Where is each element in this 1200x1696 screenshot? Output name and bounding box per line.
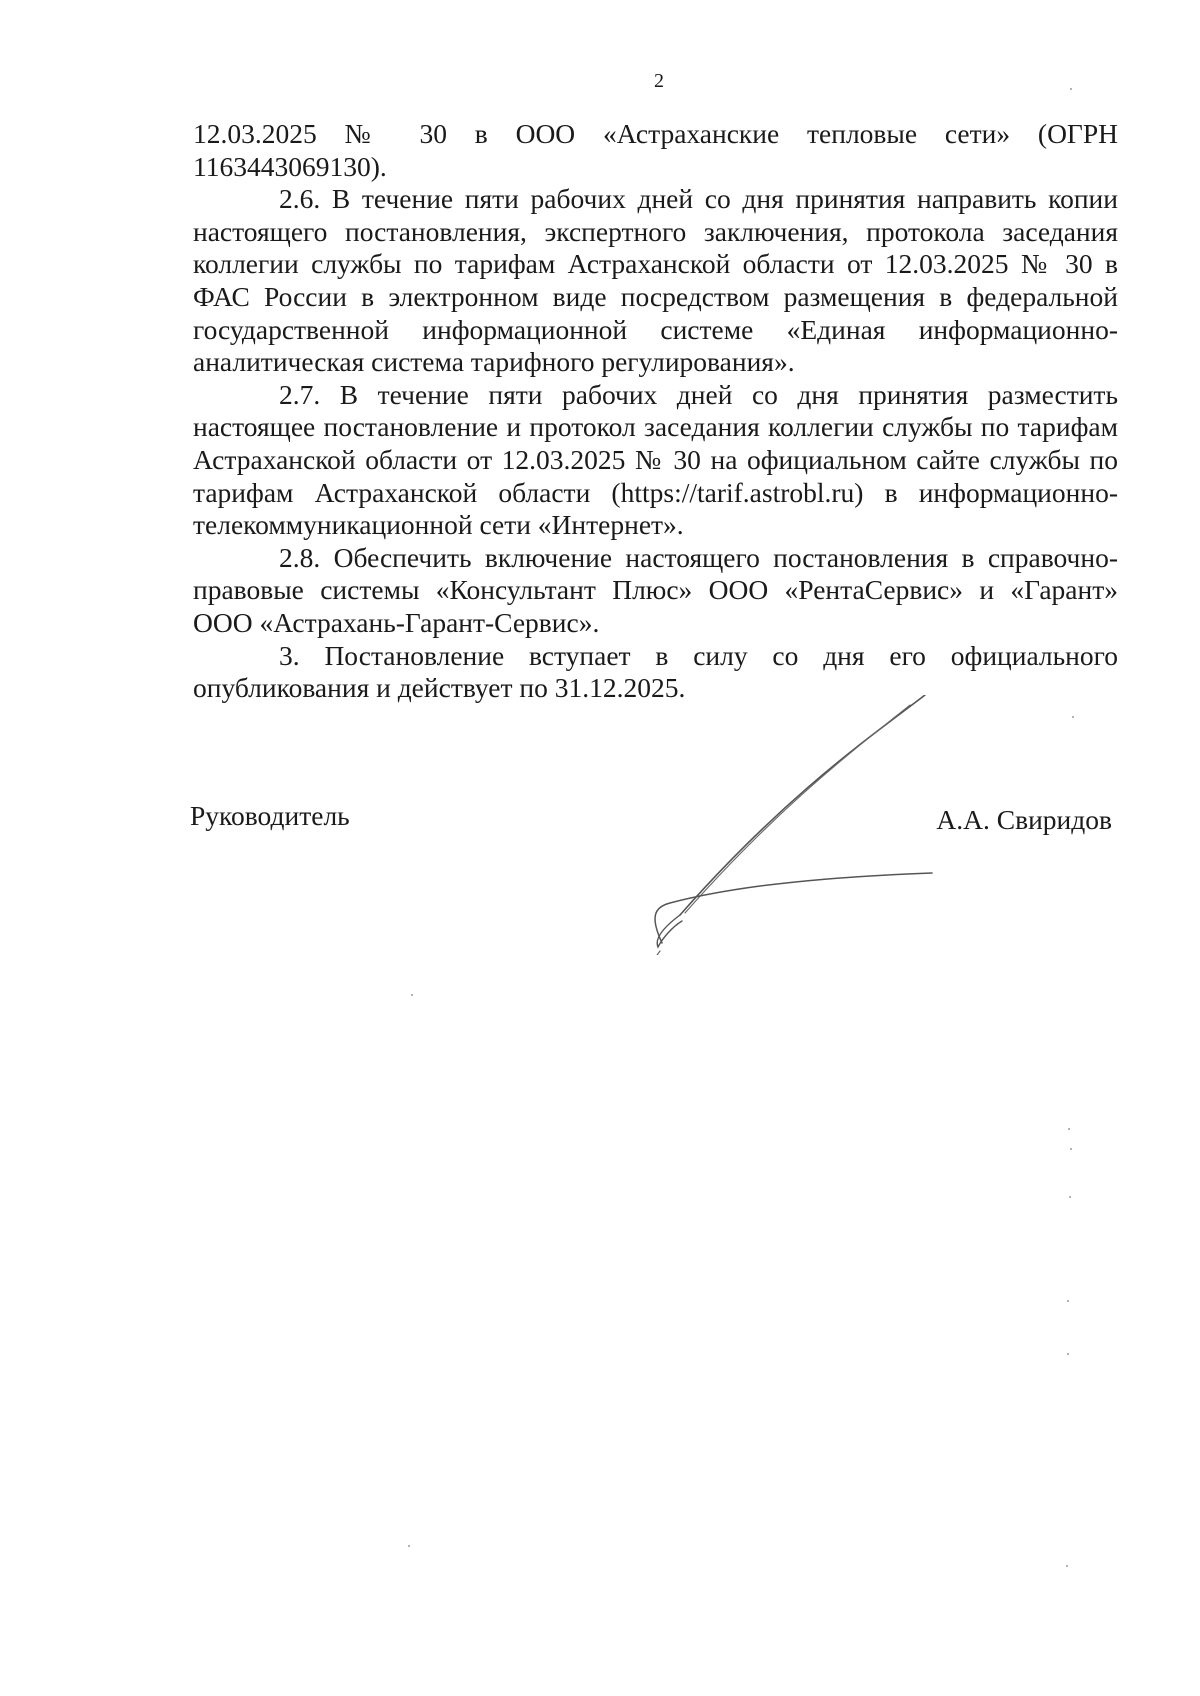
scan-speck [408,1545,410,1547]
signatory-role: Руководитель [190,800,350,831]
signatory-name: А.А. Свиридов [936,804,1112,835]
scan-speck [1067,1353,1069,1355]
paragraph-2-6: 2.6. В течение пяти рабочих дней со дня принятия направить копии настоящего постановления, экспертного заключения, протокола заседания коллегии службы по тарифам Астраханской области от 12.03.2025 № 30 в ФАС России в электронном виде посредством размещения в федеральной государственной информационной системе «Единая информационно-аналитическая система тарифного регулирования». [193,183,1118,378]
page-number: 2 [654,70,664,92]
scan-speck [1070,1148,1072,1150]
paragraph-continuation: 12.03.2025 № 30 в ООО «Астраханские тепловые сети» (ОГРН 1163443069130). [193,118,1118,182]
paragraph-2-8: 2.8. Обеспечить включение настоящего постановления в справочно-правовые системы «Консультант Плюс» ООО «РентаСервис» и «Гарант» ООО «Астрахань-Гарант-Сервис». [193,541,1118,638]
paragraph-3: 3. Постановление вступает в силу со дня его официального опубликования и действует по 31.12.2025. [193,639,1118,704]
document-body [193,118,1118,705]
scan-speck [1070,88,1072,90]
scan-speck [1066,1565,1068,1567]
scan-speck [1072,716,1074,718]
scan-speck [1068,1128,1070,1130]
signature-block [190,800,1112,840]
scan-speck [411,994,413,996]
scan-speck [1069,1196,1071,1198]
scan-speck [1067,1300,1069,1302]
paragraph-2-7: 2.7. В течение пяти рабочих дней со дня принятия разместить настоящее постановление и протокол заседания коллегии службы по тарифам Астраханской области от 12.03.2025 № 30 на официальном сайте службы по тарифам Астраханской области (https://tarif.astrobl.ru) в информационно-телекоммуникационной сети «Интернет». [193,378,1118,541]
